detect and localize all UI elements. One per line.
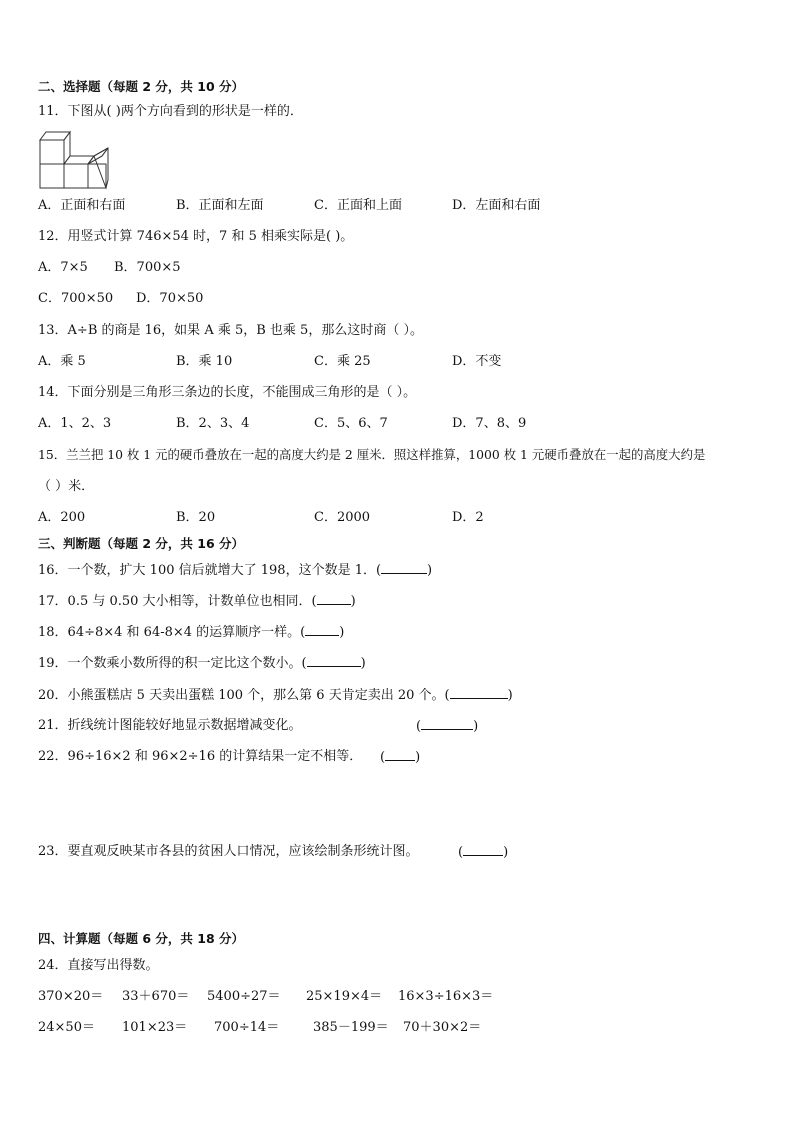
question-19 (38, 654, 366, 673)
question-17-text: 17．0.5 与 0.50 大小相等，计数单位也相同．( (38, 594, 317, 609)
q15-option-a: A．200 (38, 510, 86, 525)
calc-item: 370×20＝ (38, 989, 104, 1004)
question-22-answer (380, 748, 420, 767)
question-19-text: 19．一个数乘小数所得的积一定比这个数小。( (38, 656, 307, 671)
question-21-open: ( (416, 719, 422, 734)
answer-blank-16[interactable] (381, 561, 427, 574)
question-23-answer (458, 843, 508, 862)
question-23-close: ) (503, 845, 509, 860)
section-title-choice: 二、选择题（每题 2 分，共 10 分） (38, 79, 245, 94)
q12-option-d: D．70×50 (136, 291, 204, 306)
cube-figure (38, 128, 110, 190)
answer-blank-19[interactable] (307, 654, 361, 667)
q15-option-b: B．20 (176, 510, 216, 525)
q11-option-a: A．正面和右面 (38, 198, 126, 213)
q14-option-d: D．7、8、9 (452, 416, 527, 431)
answer-blank-22[interactable] (385, 748, 415, 761)
question-23 (38, 843, 419, 861)
question-23-open: ( (458, 845, 464, 860)
q14-option-b: B．2、3、4 (176, 416, 250, 431)
q12-option-a: A．7×5 (38, 260, 88, 275)
calc-item: 33＋670＝ (122, 989, 190, 1004)
question-21-text: 21．折线统计图能较好地显示数据增减变化。 (38, 718, 302, 733)
question-20-text: 20．小熊蛋糕店 5 天卖出蛋糕 100 个，那么第 6 天肯定卖出 20 个。( (38, 688, 450, 703)
question-22-close: ) (415, 750, 421, 765)
question-12-text: 12．用竖式计算 746×54 时，7 和 5 相乘实际是( )。 (38, 229, 354, 244)
question-19-close: ) (360, 656, 366, 671)
question-18 (38, 623, 344, 642)
question-21-close: ) (473, 719, 479, 734)
question-15-text: 15．兰兰把 10 枚 1 元的硬币叠放在一起的高度大约是 2 厘米．照这样推算，1000 枚 1 元硬币叠放在一起的高度大约是 (38, 447, 706, 462)
q13-option-c: C．乘 25 (314, 354, 371, 369)
question-18-text: 18．64÷8×4 和 64-8×4 的运算顺序一样。( (38, 625, 306, 640)
question-20-close: ) (507, 688, 513, 703)
question-17-close: ) (350, 594, 356, 609)
question-21-answer (416, 717, 478, 736)
answer-blank-17[interactable] (317, 592, 351, 605)
q13-option-b: B．乘 10 (176, 354, 233, 369)
answer-blank-20[interactable] (450, 686, 508, 699)
question-20 (38, 686, 513, 705)
section-title-judge: 三、判断题（每题 2 分，共 16 分） (38, 536, 245, 551)
question-22 (38, 748, 362, 766)
q13-option-a: A．乘 5 (38, 354, 86, 369)
q15-option-d: D．2 (452, 510, 484, 525)
q11-option-c: C．正面和上面 (314, 198, 402, 213)
q15-option-c: C．2000 (314, 510, 371, 525)
question-16 (38, 561, 432, 580)
q11-option-d: D．左面和右面 (452, 198, 541, 213)
question-22-open: ( (380, 750, 386, 765)
calc-item: 101×23＝ (122, 1020, 188, 1035)
question-16-close: ) (427, 563, 433, 578)
question-21 (38, 717, 302, 735)
q14-option-c: C．5、6、7 (314, 416, 388, 431)
q11-option-b: B．正面和左面 (176, 198, 264, 213)
q12-option-b: B．700×5 (114, 260, 181, 275)
answer-blank-21[interactable] (421, 717, 473, 730)
section-title-calc: 四、计算题（每题 6 分，共 18 分） (38, 931, 245, 946)
calc-item: 24×50＝ (38, 1020, 95, 1035)
q12-option-c: C．700×50 (38, 291, 114, 306)
question-24-text: 24．直接写出得数。 (38, 958, 159, 973)
question-22-text: 22．96÷16×2 和 96×2÷16 的计算结果一定不相等． (38, 749, 363, 764)
question-18-close: ) (339, 625, 345, 640)
calc-item: 700÷14＝ (214, 1020, 280, 1035)
question-11-text: 11．下图从( )两个方向看到的形状是一样的． (38, 104, 303, 119)
question-16-text: 16．一个数，扩大 100 信后就增大了 198，这个数是 1．( (38, 563, 382, 578)
calc-item: 70＋30×2＝ (403, 1020, 482, 1035)
calc-item: 16×3÷16×3＝ (398, 989, 494, 1004)
question-15-text-cont: （ ）米． (38, 479, 95, 494)
q14-option-a: A．1、2、3 (38, 416, 112, 431)
calc-item: 5400÷27＝ (207, 989, 281, 1004)
question-23-text: 23．要直观反映某市各县的贫困人口情况，应该绘制条形统计图。 (38, 844, 419, 859)
question-13-text: 13．A÷B 的商是 16，如果 A 乘 5，B 也乘 5，那么这时商（ ）。 (38, 323, 423, 338)
calc-item: 385－199＝ (313, 1020, 389, 1035)
question-14-text: 14．下面分别是三角形三条边的长度，不能围成三角形的是（ ）。 (38, 385, 417, 400)
question-17 (38, 592, 356, 611)
calc-item: 25×19×4＝ (306, 989, 383, 1004)
q13-option-d: D．不变 (452, 354, 502, 369)
answer-blank-23[interactable] (463, 843, 503, 856)
answer-blank-18[interactable] (305, 623, 339, 636)
